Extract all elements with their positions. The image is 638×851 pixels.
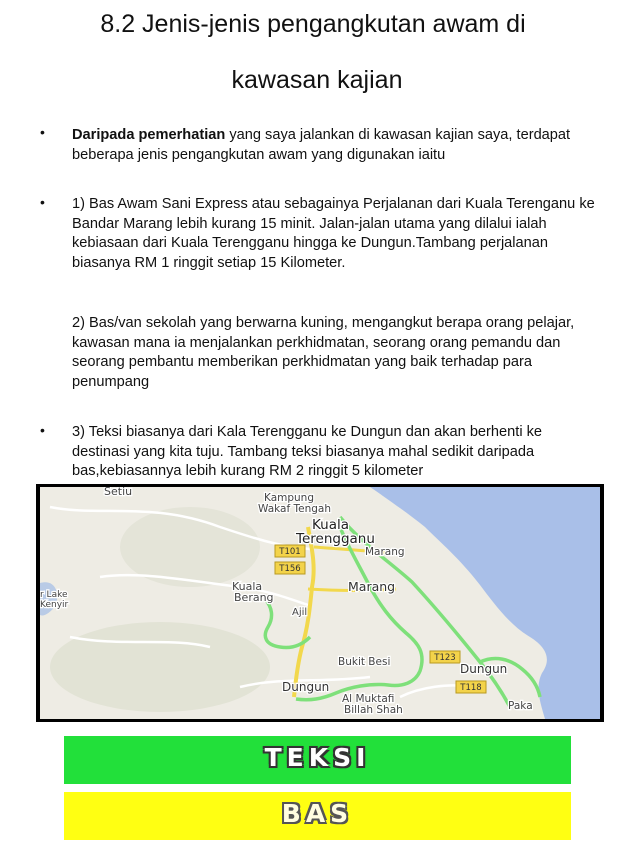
paragraph-school-bus: 2) Bas/van sekolah yang berwarna kuning, mengangkut berapa orang pelajar, kawasan mana ia menjalankan perkhidmatan, seorang orang pemandu dan seorang pembantu memberikan perkhidmatan yang baik terhadap para penumpang (72, 315, 575, 390)
label-wakaf-tengah: Wakaf Tengah (258, 503, 332, 515)
bullet-icon: • (40, 422, 45, 438)
paragraph-observation (72, 126, 602, 165)
route-map (36, 484, 604, 722)
road-shield-t123 (430, 651, 460, 663)
legend-bas-banner (64, 792, 571, 840)
title-line-2: kawasan kajian (231, 66, 403, 94)
paragraph-text: yang saya jalankan di kawasan kajian saya, terdapat beberapa jenis pengangkutan awam yang digunakan iaitu (72, 127, 571, 163)
label-kenyir: Kenyir (40, 600, 69, 610)
label-dungun-east: Dungun (460, 662, 508, 676)
label-kuala-berang-2: Berang (234, 591, 274, 604)
shield-label: T118 (460, 683, 482, 693)
label-setiu: Setiu (104, 487, 133, 498)
road-shield-t156 (275, 562, 305, 574)
label-paka: Paka (508, 700, 533, 712)
legend-bas-label: BAS (281, 799, 354, 828)
label-terengganu: Terengganu (296, 531, 375, 547)
bullet-icon: • (40, 124, 45, 140)
label-marang-small: Marang (365, 546, 405, 558)
shield-label: T123 (434, 653, 456, 663)
road-shield-t118 (456, 681, 486, 693)
label-kampung: Kampung (264, 492, 315, 504)
legend-teksi-label: TEKSI (264, 743, 371, 772)
shield-label: T101 (279, 547, 301, 557)
paragraph-bus: 1) Bas Awam Sani Express atau sebagainya Perjalanan dari Kuala Terenganu ke Bandar Marang lebih kurang 15 minit. Jalan-jalan utama yang dilalui ialah kebiasaan dari Kuala Terengganu hingga ke Dungun.Tambang perjalanan biasanya RM 1 ringgit setiap 15 Kilometer. (72, 196, 595, 271)
paragraph-taxi: 3) Teksi biasanya dari Kala Terengganu ke Dungun dan akan berhenti ke destinasi yang kita tuju. Tambang teksi biasanya mahal sedikit daripada bas,kebiasannya lebih kurang RM 2 ringgit 5 kilometer (72, 424, 543, 479)
label-bukit-besi: Bukit Besi (338, 656, 391, 668)
map-canvas (40, 487, 600, 719)
terrain-shade (50, 622, 270, 712)
bullet-icon: • (40, 194, 45, 210)
label-kuala-berang-1: Kuala (232, 580, 263, 593)
bold-lead-text: Daripada pemerhatian (72, 127, 226, 143)
legend-teksi-banner (64, 736, 571, 784)
shield-label: T156 (279, 564, 301, 574)
label-marang: Marang (348, 579, 396, 594)
label-al-muktafi: Al Muktafi (342, 693, 395, 705)
title-line-1: 8.2 Jenis-jenis pengangkutan awam di (100, 10, 526, 38)
label-dungun-west: Dungun (282, 680, 330, 694)
label-billah-shah: Billah Shah (344, 704, 403, 716)
label-lake: r Lake (40, 590, 68, 600)
label-kuala: Kuala (312, 517, 350, 533)
label-ajil: Ajil (292, 607, 308, 618)
